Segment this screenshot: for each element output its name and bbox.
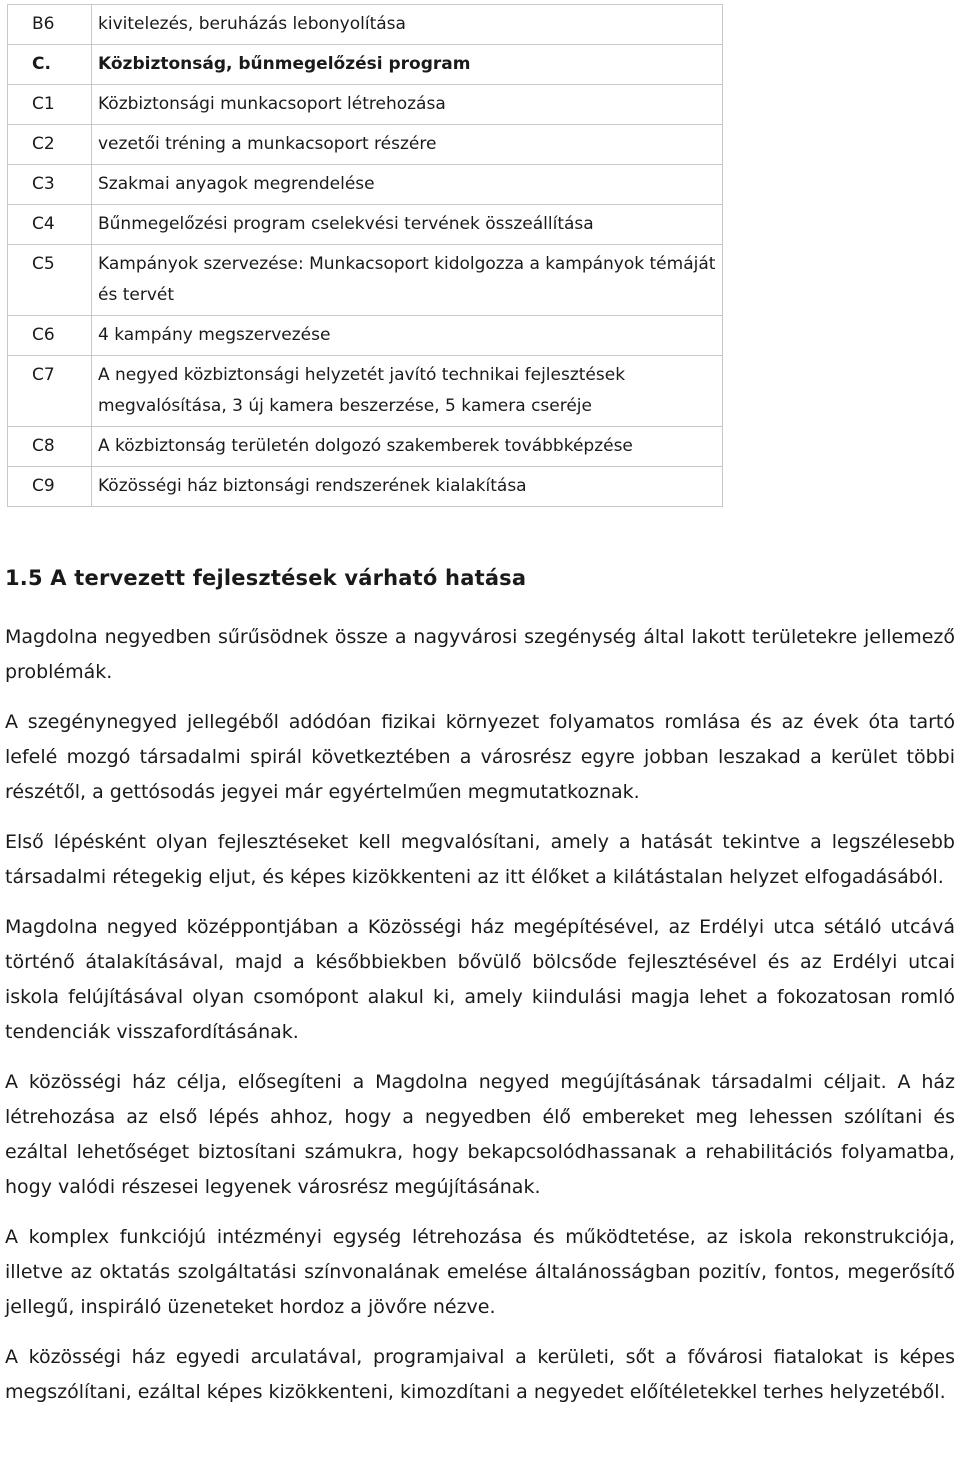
row-description: kivitelezés, beruházás lebonyolítása xyxy=(92,5,723,45)
row-description: Közbiztonság, bűnmegelőzési program xyxy=(92,45,723,85)
row-code: C2 xyxy=(8,125,92,165)
table-row xyxy=(8,245,723,316)
row-description: vezetői tréning a munkacsoport részére xyxy=(92,125,723,165)
row-description: Bűnmegelőzési program cselekvési tervének összeállítása xyxy=(92,205,723,245)
paragraph: A közösségi ház egyedi arculatával, programjaival a kerületi, sőt a fővárosi fiatalokat is képes megszólítani, ezáltal képes kizökkenteni, kimozdítani a negyedet előítéletekkel terhes helyzetéből. xyxy=(5,1346,955,1403)
activity-table xyxy=(7,4,723,507)
table-row xyxy=(8,427,723,467)
row-code: C4 xyxy=(8,205,92,245)
paragraph: Magdolna negyed középpontjában a Közösségi ház megépítésével, az Erdélyi utca sétáló utcává történő átalakításával, majd a későbbiekben bővülő bölcsőde fejlesztésével és az Erdélyi utcai iskola felújításával olyan csomópont alakul ki, amely kiindulási magja lehet a fokozatosan romló tendenciák visszafordításának. xyxy=(5,916,955,1043)
row-code: C1 xyxy=(8,85,92,125)
row-code: C. xyxy=(8,45,92,85)
row-description: Kampányok szervezése: Munkacsoport kidolgozza a kampányok témáját és tervét xyxy=(92,245,723,316)
row-code: C6 xyxy=(8,316,92,356)
paragraph: A szegénynegyed jellegéből adódóan fizikai környezet folyamatos romlása és az évek óta tartó lefelé mozgó társadalmi spirál következtében a városrész egyre jobban leszakad a kerület többi részétől, a gettósodás jegyei már egyértelműen megmutatkoznak. xyxy=(5,711,955,803)
row-code: C5 xyxy=(8,245,92,316)
paragraph: A komplex funkciójú intézményi egység létrehozása és működtetése, az iskola rekonstrukciója, illetve az oktatás szolgáltatási színvonalának emelése általánosságban pozitív, fontos, megerősítő jellegű, inspiráló üzeneteket hordoz a jövőre nézve. xyxy=(5,1226,955,1318)
table-row xyxy=(8,85,723,125)
row-code: C8 xyxy=(8,427,92,467)
section-heading: 1.5 A tervezett fejlesztések várható hatása xyxy=(5,566,527,590)
row-description: A közbiztonság területén dolgozó szakemberek továbbképzése xyxy=(92,427,723,467)
table-row xyxy=(8,45,723,85)
table-row xyxy=(8,356,723,427)
table-row xyxy=(8,316,723,356)
table-row xyxy=(8,205,723,245)
row-code: C7 xyxy=(8,356,92,427)
row-description: Szakmai anyagok megrendelése xyxy=(92,165,723,205)
row-description: 4 kampány megszervezése xyxy=(92,316,723,356)
paragraph: Magdolna negyedben sűrűsödnek össze a nagyvárosi szegénység által lakott területekre jellemező problémák. xyxy=(5,626,955,683)
table-row xyxy=(8,5,723,45)
row-description: Közösségi ház biztonsági rendszerének kialakítása xyxy=(92,467,723,507)
paragraph: Első lépésként olyan fejlesztéseket kell megvalósítani, amely a hatását tekintve a legszélesebb társadalmi rétegekig eljut, és képes kizökkenteni az itt élőket a kilátástalan helyzet elfogadásából. xyxy=(5,831,955,888)
table-row xyxy=(8,467,723,507)
row-code: B6 xyxy=(8,5,92,45)
table-row xyxy=(8,125,723,165)
paragraph: A közösségi ház célja, elősegíteni a Magdolna negyed megújításának társadalmi céljait. A ház létrehozása az első lépés ahhoz, hogy a negyedben élő embereket meg lehessen szólítani és ezáltal lehetőséget biztosítani számukra, hogy bekapcsolódhassanak a rehabilitációs folyamatba, hogy valódi részesei legyenek városrész megújításának. xyxy=(5,1071,955,1198)
row-code: C3 xyxy=(8,165,92,205)
row-description: Közbiztonsági munkacsoport létrehozása xyxy=(92,85,723,125)
row-code: C9 xyxy=(8,467,92,507)
table-row xyxy=(8,165,723,205)
body-text xyxy=(5,620,955,1425)
row-description: A negyed közbiztonsági helyzetét javító technikai fejlesztések megvalósítása, 3 új kamera beszerzése, 5 kamera cseréje xyxy=(92,356,723,427)
